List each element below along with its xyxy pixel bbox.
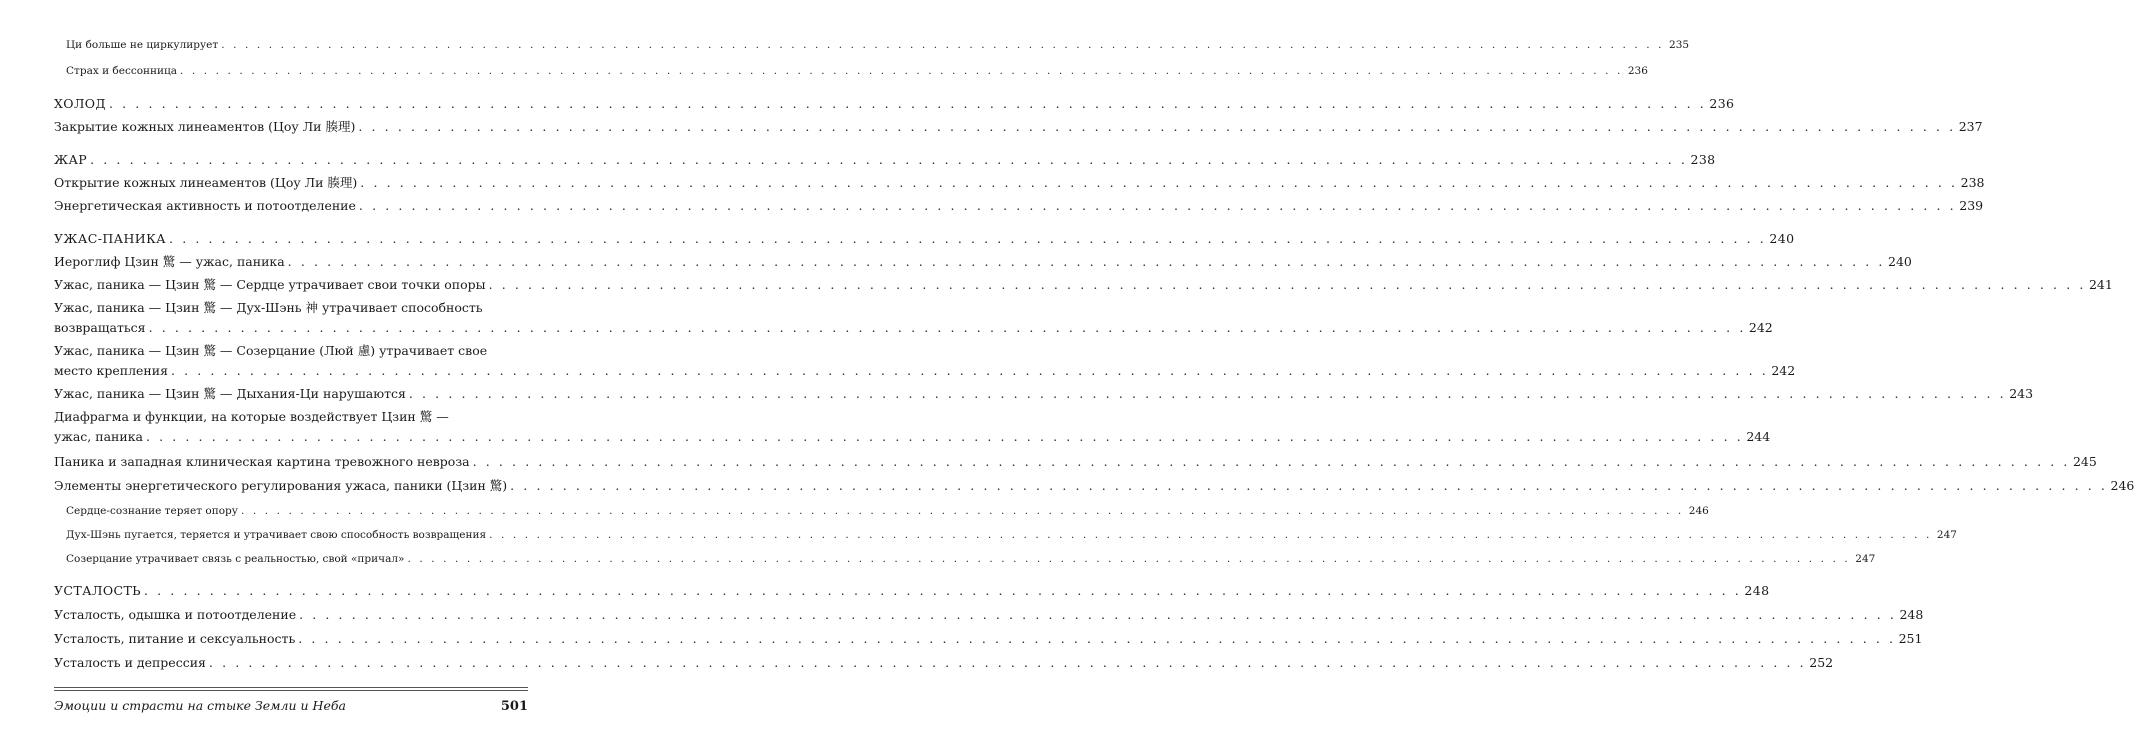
toc-entry xyxy=(66,63,1648,79)
entry-title: возвращаться xyxy=(54,320,146,335)
entry-page: 236 xyxy=(1709,96,1735,111)
entry-page: 247 xyxy=(1936,529,1957,541)
page-footer xyxy=(54,698,528,714)
entry-title: Элементы энергетического регулирования ужаса, паники (Цзин 驚) xyxy=(54,478,508,493)
entry-title: Иероглиф Цзин 驚 — ужас, паника xyxy=(54,254,285,269)
entry-title-first-line: Ужас, паника — Цзин 驚 — Созерцание (Люй 慮) утрачивает свое xyxy=(54,343,488,358)
toc-section-heading xyxy=(54,96,1735,112)
toc-entry xyxy=(54,254,1912,270)
leader-dots xyxy=(358,119,1955,135)
entry-title: Страх и бессонница xyxy=(66,65,178,77)
entry-page: 242 xyxy=(1748,320,1773,335)
entry-page: 235 xyxy=(1669,39,1690,51)
toc-section-heading xyxy=(54,583,1770,599)
entry-title: Ужас, паника — Цзин 驚 — Дыхания-Ци нарушаются xyxy=(54,386,406,401)
leader-dots xyxy=(288,254,1885,270)
toc-entry xyxy=(54,655,1834,671)
section-title: ЖАР xyxy=(54,152,88,167)
leader-dots xyxy=(146,429,1743,445)
toc-entry xyxy=(54,409,1771,445)
entry-title: ужас, паника xyxy=(54,429,143,444)
section-title: УСТАЛОСТЬ xyxy=(54,583,142,598)
leader-dots xyxy=(171,363,1768,379)
entry-title: Сердце-сознание теряет опору xyxy=(66,505,238,517)
toc-subentry xyxy=(66,527,1957,543)
entry-page: 252 xyxy=(1809,655,1834,670)
entry-page: 241 xyxy=(2088,277,2113,292)
entry-page: 238 xyxy=(1690,152,1716,167)
toc-subentry xyxy=(66,503,1709,519)
entry-title: Созерцание утрачивает связь с реальностью, свой «причал» xyxy=(66,553,405,565)
entry-page: 248 xyxy=(1744,583,1770,598)
entry-page: 246 xyxy=(1688,505,1709,517)
footer-rule xyxy=(54,687,528,688)
leader-dots xyxy=(409,386,2006,402)
leader-dots xyxy=(149,320,1746,336)
entry-page: 248 xyxy=(1899,607,1924,622)
toc-entry xyxy=(54,631,1923,647)
leader-dots xyxy=(109,96,1706,112)
toc-entry xyxy=(54,300,1773,336)
toc-entry xyxy=(54,119,1983,135)
entry-page: 240 xyxy=(1769,231,1795,246)
footer-rule xyxy=(54,690,528,691)
leader-dots xyxy=(241,503,1684,519)
leader-dots xyxy=(144,583,1741,599)
leader-dots xyxy=(489,277,2086,293)
entry-page: 238 xyxy=(1960,175,1985,190)
toc-entry xyxy=(54,478,2134,494)
entry-title: Паника и западная клиническая картина тревожного невроза xyxy=(54,454,470,469)
entry-page: 240 xyxy=(1888,254,1912,269)
toc-entry xyxy=(66,37,1690,53)
entry-page: 246 xyxy=(2110,478,2134,493)
leader-dots xyxy=(359,198,1956,214)
entry-title: Ци больше не циркулирует xyxy=(66,39,219,51)
entry-title: Ужас, паника — Цзин 驚 — Сердце утрачивает свои точки опоры xyxy=(54,277,486,292)
leader-dots xyxy=(90,152,1687,168)
leader-dots xyxy=(510,478,2107,494)
entry-title-first-line: Ужас, паника — Цзин 驚 — Дух-Шэнь 神 утрачивает способность xyxy=(54,300,483,315)
entry-title: Дух-Шэнь пугается, теряется и утрачивает свою способность возвращения xyxy=(66,529,487,541)
section-title: ХОЛОД xyxy=(54,96,106,111)
entry-title: Усталость и депрессия xyxy=(54,655,206,670)
toc-entry xyxy=(54,198,1984,214)
entry-title-first-line: Диафрагма и функции, на которые воздействует Цзин 驚 — xyxy=(54,409,449,424)
entry-title: Энергетическая активность и потоотделение xyxy=(54,198,356,213)
toc-subentry xyxy=(66,551,1876,567)
entry-page: 251 xyxy=(1898,631,1923,646)
leader-dots xyxy=(299,607,1896,623)
entry-title: место крепления xyxy=(54,363,168,378)
toc-entry xyxy=(54,386,2034,402)
leader-dots xyxy=(169,231,1766,247)
entry-page: 236 xyxy=(1627,65,1648,77)
section-title: УЖАС-ПАНИКА xyxy=(54,231,167,246)
entry-title: Закрытие кожных линеаментов (Цоу Ли 腠理) xyxy=(54,119,356,134)
entry-title: Открытие кожных линеаментов (Цоу Ли 腠理) xyxy=(54,175,358,190)
leader-dots xyxy=(407,551,1850,567)
toc-section-heading xyxy=(54,231,1795,247)
leader-dots xyxy=(221,37,1664,53)
running-title: Эмоции и страсти на стыке Земли и Неба xyxy=(54,698,346,713)
entry-title: Усталость, одышка и потоотделение xyxy=(54,607,297,622)
leader-dots xyxy=(209,655,1806,671)
entry-title: Усталость, питание и сексуальность xyxy=(54,631,296,646)
toc-entry xyxy=(54,607,1924,623)
entry-page: 239 xyxy=(1959,198,1984,213)
leader-dots xyxy=(180,63,1623,79)
entry-page: 243 xyxy=(2009,386,2034,401)
leader-dots xyxy=(489,527,1932,543)
toc-entry xyxy=(54,343,1796,379)
entry-page: 245 xyxy=(2072,454,2097,469)
leader-dots xyxy=(473,454,2070,470)
leader-dots xyxy=(298,631,1895,647)
page-number: 501 xyxy=(500,699,528,714)
toc-entry xyxy=(54,175,1985,191)
entry-page: 242 xyxy=(1771,363,1796,378)
toc-entry xyxy=(54,277,2113,293)
toc-section-heading xyxy=(54,152,1716,168)
entry-page: 247 xyxy=(1855,553,1876,565)
toc-entry xyxy=(54,454,2097,470)
leader-dots xyxy=(360,175,1957,191)
entry-page: 237 xyxy=(1958,119,1983,134)
entry-page: 244 xyxy=(1746,429,1771,444)
